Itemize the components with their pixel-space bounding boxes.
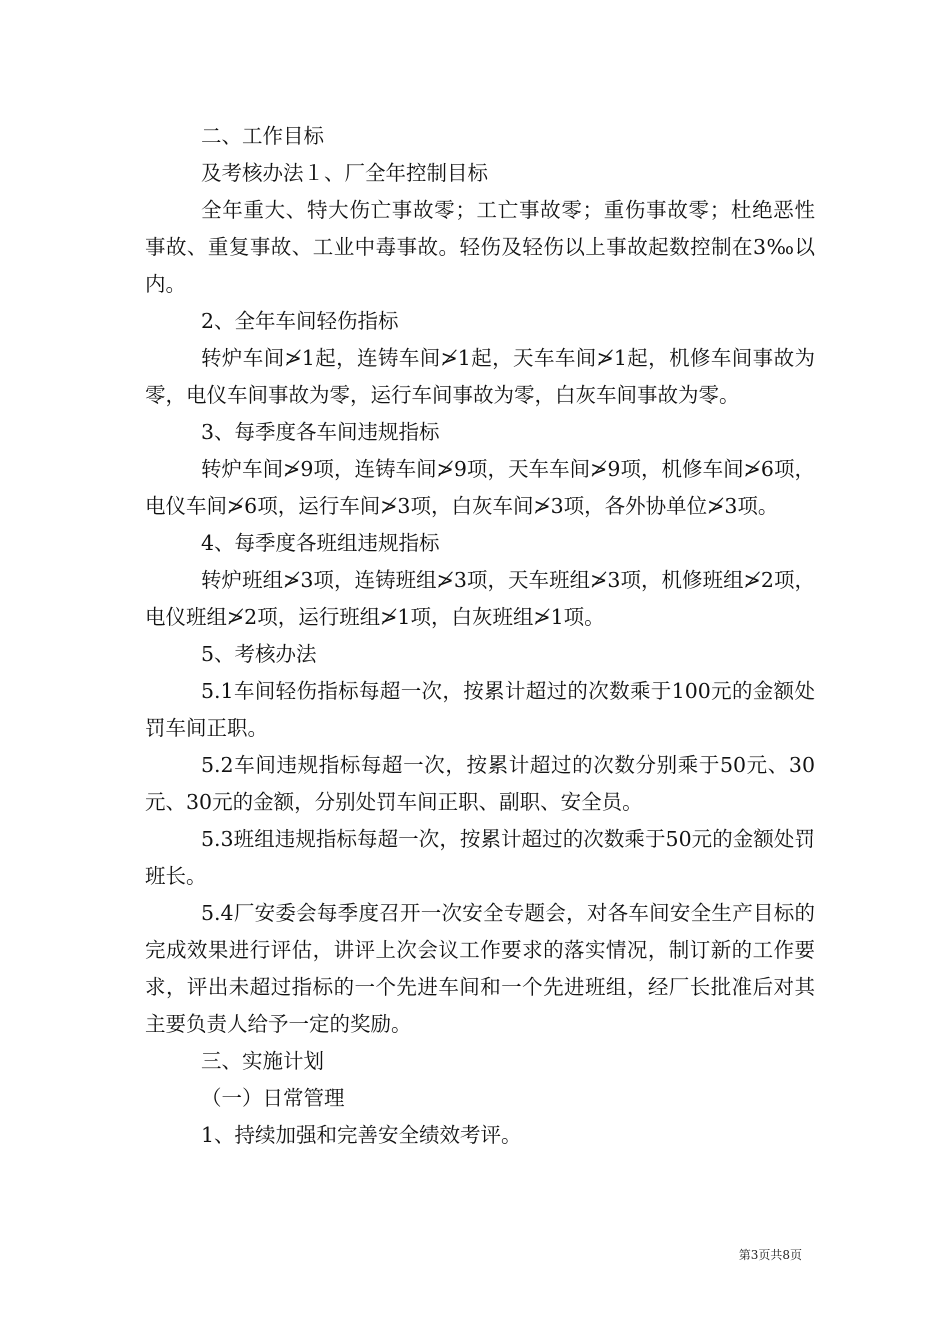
paragraph-workshop-violation-text: 转炉车间≯9项，连铸车间≯9项，天车车间≯9项，机修车间≯6项，电仪车间≯6项，运行车间≯3项，白灰车间≯3项，各外协单位≯3项。 xyxy=(145,457,815,518)
subheading-team-violation-indicator: 4、每季度各班组违规指标 xyxy=(201,531,440,555)
page-number-footer: 第3页共8页 xyxy=(738,1248,802,1262)
subheading-annual-control-target: 及考核办法１、厂全年控制目标 xyxy=(201,161,488,185)
document-body xyxy=(145,118,815,1154)
paragraph-rule-5-1: 5.1车间轻伤指标每超一次，按累计超过的次数乘于100元的金额处罚车间正职。 xyxy=(145,679,815,740)
paragraph-performance-evaluation: 1、持续加强和完善安全绩效考评。 xyxy=(201,1123,522,1147)
subheading-daily-management: （一）日常管理 xyxy=(201,1086,345,1110)
subheading-assessment-method: 5、考核办法 xyxy=(201,642,317,666)
paragraph-rule-5-4: 5.4厂安委会每季度召开一次安全专题会，对各车间安全生产目标的完成效果进行评估，讲评上次会议工作要求的落实情况，制订新的工作要求，评出未超过指标的一个先进车间和一个先进班组，经厂长批准后对其主要负责人给予一定的奖励。 xyxy=(145,901,815,1036)
heading-work-goals: 二、工作目标 xyxy=(201,124,324,148)
subheading-minor-injury-indicator: 2、全年车间轻伤指标 xyxy=(201,309,399,333)
heading-implementation-plan: 三、实施计划 xyxy=(201,1049,324,1073)
paragraph-rule-5-3: 5.3班组违规指标每超一次，按累计超过的次数乘于50元的金额处罚班长。 xyxy=(145,827,815,888)
subheading-workshop-violation-indicator: 3、每季度各车间违规指标 xyxy=(201,420,440,444)
paragraph-annual-target-text: 全年重大、特大伤亡事故零；工亡事故零；重伤事故零；杜绝恶性事故、重复事故、工业中毒事故。轻伤及轻伤以上事故起数控制在3‰以内。 xyxy=(145,198,815,296)
paragraph-minor-injury-text: 转炉车间≯1起，连铸车间≯1起，天车车间≯1起，机修车间事故为零，电仪车间事故为零，运行车间事故为零，白灰车间事故为零。 xyxy=(145,346,815,407)
paragraph-team-violation-text: 转炉班组≯3项，连铸班组≯3项，天车班组≯3项，机修班组≯2项，电仪班组≯2项，运行班组≯1项，白灰班组≯1项。 xyxy=(145,568,815,629)
paragraph-rule-5-2: 5.2车间违规指标每超一次，按累计超过的次数分别乘于50元、30元、30元的金额，分别处罚车间正职、副职、安全员。 xyxy=(145,753,815,814)
